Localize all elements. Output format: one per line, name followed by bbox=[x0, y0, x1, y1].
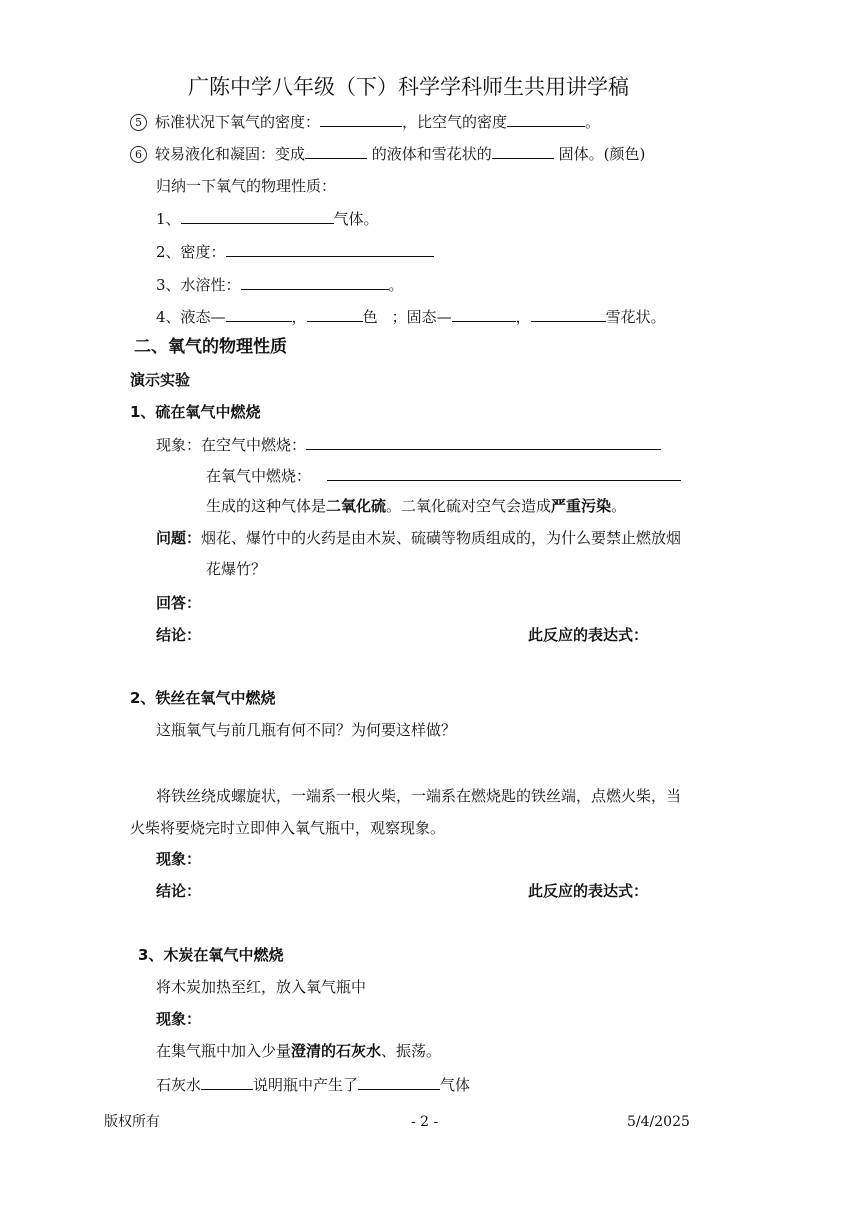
property-4-liquid: 4、液态— bbox=[156, 308, 226, 326]
circled-number: 6 bbox=[130, 146, 147, 163]
sulfur-dioxide: 二氧化硫 bbox=[326, 497, 387, 515]
limewater-explain: 说明瓶中产生了 bbox=[253, 1076, 359, 1094]
phenomenon-label: 现象： bbox=[156, 1010, 202, 1028]
exp2-question: 这瓶氧气与前几瓶有何不同？为何要这样做？ bbox=[156, 721, 457, 739]
exp3-title: 3、木炭在氧气中燃烧 bbox=[138, 946, 284, 964]
item-5 bbox=[130, 110, 600, 132]
question-line-1: 烟花、爆竹中的火药是由木炭、硫磺等物质组成的，为什么要禁止燃放烟 bbox=[201, 529, 682, 547]
item-5-text-a: 标准状况下氧气的密度： bbox=[155, 113, 321, 131]
footer-date: 5/4/2025 bbox=[627, 1114, 690, 1130]
property-1-text: 气体。 bbox=[333, 210, 379, 228]
blank-liquid[interactable] bbox=[226, 305, 292, 322]
conclusion-label: 结论： bbox=[156, 626, 202, 644]
blank-solid-color-2[interactable] bbox=[531, 305, 606, 322]
answer-label: 回答： bbox=[156, 594, 202, 612]
property-3 bbox=[156, 273, 404, 295]
phenomenon-label: 现象： bbox=[156, 436, 202, 454]
conclusion-label: 结论： bbox=[156, 882, 202, 900]
property-1 bbox=[156, 207, 379, 229]
blank-compare-density[interactable] bbox=[507, 110, 585, 127]
blank-property-2[interactable] bbox=[226, 240, 434, 257]
blank-gas[interactable] bbox=[358, 1073, 440, 1090]
blank-in-air[interactable] bbox=[306, 433, 661, 450]
property-2 bbox=[156, 240, 434, 262]
item-6 bbox=[130, 142, 645, 164]
gas-text: 气体 bbox=[440, 1076, 471, 1094]
color-label: 色 bbox=[362, 308, 378, 326]
exp2-steps-1: 将铁丝绕成螺旋状，一端系一根火柴，一端系在燃烧匙的铁丝端，点燃火柴，当 bbox=[156, 787, 682, 805]
exp1-gas-text bbox=[206, 496, 626, 516]
clear-limewater: 澄清的石灰水 bbox=[291, 1042, 382, 1060]
exp2-steps-2: 火柴将要烧完时立即伸入氧气瓶中，观察现象。 bbox=[130, 819, 446, 837]
page-title: 广陈中学八年级（下）科学学科师生共用讲学稿 bbox=[188, 75, 629, 99]
circled-number: 5 bbox=[130, 114, 147, 131]
gas-text-c: 。 bbox=[611, 497, 627, 515]
exp1-phen-oxygen bbox=[206, 464, 681, 486]
phenomenon-label: 现象： bbox=[156, 850, 202, 868]
property-3-label: 3、水溶性： bbox=[156, 276, 241, 294]
property-1-num: 1、 bbox=[156, 210, 181, 228]
blank-property-1[interactable] bbox=[181, 207, 334, 224]
comma: ， bbox=[291, 308, 307, 326]
item-6-text-a: 较易液化和凝固：变成 bbox=[155, 145, 306, 163]
expression-label: 此反应的表达式： bbox=[528, 882, 649, 900]
property-3-end: 。 bbox=[388, 276, 404, 294]
blank-solid-color[interactable] bbox=[492, 142, 554, 159]
exp2-title: 2、铁丝在氧气中燃烧 bbox=[130, 689, 276, 707]
blank-density[interactable] bbox=[320, 110, 402, 127]
in-oxygen-label: 在氧气中燃烧： bbox=[206, 467, 312, 485]
serious-pollution: 严重污染 bbox=[551, 497, 612, 515]
summary-intro: 归纳一下氧气的物理性质： bbox=[156, 177, 337, 195]
item-5-text-b: ，比空气的密度 bbox=[402, 113, 508, 131]
property-2-label: 2、密度： bbox=[156, 243, 226, 261]
expression-label: 此反应的表达式： bbox=[528, 626, 649, 644]
section-heading: 二、氧气的物理性质 bbox=[134, 337, 287, 357]
exp3-step: 将木炭加热至红，放入氧气瓶中 bbox=[156, 978, 367, 996]
demo-heading: 演示实验 bbox=[130, 371, 191, 389]
add-text-a: 在集气瓶中加入少量 bbox=[156, 1042, 292, 1060]
blank-solid[interactable] bbox=[452, 305, 516, 322]
item-6-text-b: 的液体和雪花状的 bbox=[371, 145, 492, 163]
snowflake-text: 雪花状。 bbox=[605, 308, 666, 326]
property-4 bbox=[156, 305, 666, 327]
exp1-title: 1、硫在氧气中燃烧 bbox=[130, 403, 261, 421]
add-text-b: 、振荡。 bbox=[381, 1042, 442, 1060]
blank-property-3[interactable] bbox=[241, 273, 389, 290]
blank-in-oxygen[interactable] bbox=[327, 464, 681, 481]
footer-copyright: 版权所有 bbox=[104, 1114, 160, 1130]
footer-page-number: - 2 - bbox=[411, 1114, 439, 1130]
question-line-2: 花爆竹？ bbox=[206, 560, 267, 578]
limewater-text: 石灰水 bbox=[156, 1076, 202, 1094]
exp1-question bbox=[156, 528, 681, 548]
exp3-add-limewater bbox=[156, 1041, 441, 1061]
comma: ， bbox=[515, 308, 531, 326]
exp3-limewater-result bbox=[156, 1073, 470, 1095]
gas-text-b: 。二氧化硫对空气会造成 bbox=[386, 497, 552, 515]
item-6-text-c: 固体。(颜色) bbox=[558, 145, 646, 163]
item-5-text-c: 。 bbox=[585, 113, 601, 131]
gas-text-a: 生成的这种气体是 bbox=[206, 497, 327, 515]
question-label: 问题： bbox=[156, 529, 202, 547]
in-air-label: 在空气中燃烧： bbox=[201, 436, 307, 454]
property-4-solid: ；固态— bbox=[391, 308, 452, 326]
exp1-phen-air bbox=[156, 433, 661, 455]
blank-liquid-color-2[interactable] bbox=[307, 305, 363, 322]
blank-liquid-color[interactable] bbox=[305, 142, 367, 159]
blank-limewater[interactable] bbox=[201, 1073, 253, 1090]
